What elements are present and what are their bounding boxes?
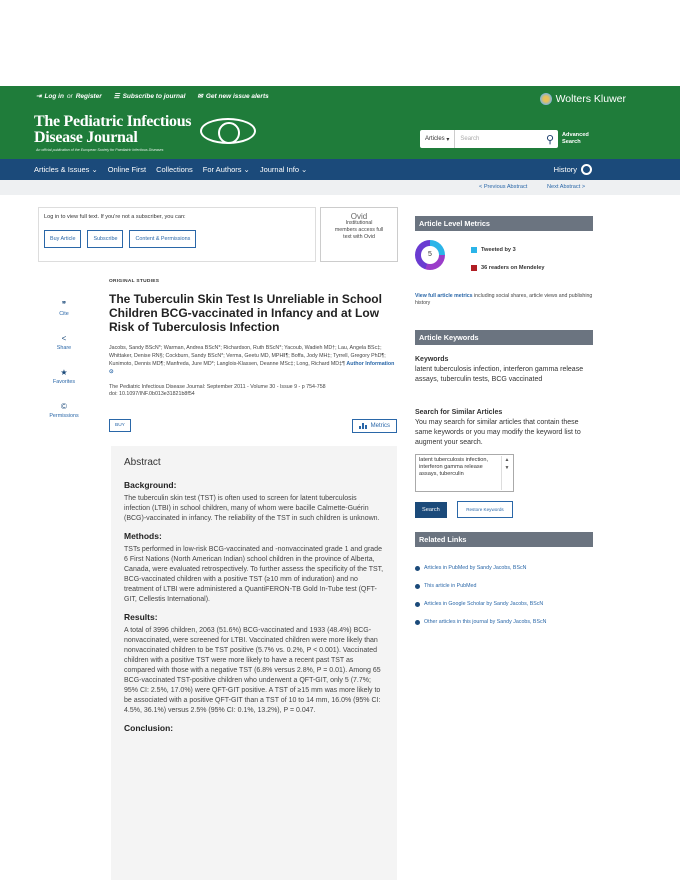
metrics-description: View full article metrics including social shares, article views and publishing history [415, 293, 593, 306]
caret-down-icon: ▾ [446, 136, 450, 143]
view-metrics-link[interactable]: View full article metrics [415, 293, 473, 299]
mendeley-row[interactable]: 36 readers on Mendeley [471, 265, 544, 271]
chevron-down-icon: ⌄ [91, 165, 98, 174]
related-link[interactable]: Articles in Google Scholar by Sandy Jacobs, BScN [415, 595, 593, 613]
related-link[interactable]: This article in PubMed [415, 577, 593, 595]
bar-chart-icon [359, 423, 367, 429]
scroll-down-icon: ▼ [504, 465, 510, 471]
keywords-textarea[interactable]: latent tuberculosis infection, interferon gamma release assays, tuberculin ▲ ▼ [415, 454, 514, 492]
similar-heading: Search for Similar Articles [415, 409, 503, 416]
login-icon: ⇥ [36, 93, 42, 100]
next-abstract-link[interactable]: Next Abstract > [547, 184, 586, 190]
twitter-square-icon [471, 247, 477, 253]
favorites-button[interactable]: ★ Favorites [49, 368, 79, 385]
author-list: Jacobs, Sandy BScN*; Warman, Andrea BScN*; Richardson, Ruth BScN*; Yacoub, Wadieh MD†; Lau, Angela BSc‡; Whittaker, Denise RN§; Cockburn, Sandy BScN*; Verma, Geetu MD, MPH‖¶; Boffa, Jody MH‡; Tyrrell, Gregory PhD¶; Kunimoto, Dennis MD¶; Manfreda, Jure MD*; Langlois-Klassen, Deanne MSc‡; Long, Richard MD‡¶ Author Information ⊙ [109, 345, 395, 375]
register-link[interactable]: Register [75, 92, 102, 100]
publisher-logo[interactable]: Wolters Kluwer [540, 93, 626, 105]
altmetric-badge-icon[interactable] [415, 240, 445, 270]
buy-article-button[interactable]: Buy Article [44, 230, 81, 248]
mendeley-square-icon [471, 265, 477, 271]
subscribe-link[interactable]: ☰ Subscribe to journal [113, 92, 186, 100]
related-links-panel [415, 532, 593, 631]
permissions-button[interactable]: © Permissions [49, 402, 79, 419]
article-category: ORIGINAL STUDIES [109, 279, 160, 284]
mail-icon: ✉ [197, 93, 203, 100]
nav-collections[interactable]: Collections [156, 165, 193, 174]
alerts-link[interactable]: ✉ Get new issue alerts [197, 92, 269, 100]
advanced-search-link[interactable]: Advanced Search [562, 132, 589, 145]
access-box [38, 207, 316, 262]
section-text: A total of 3996 children, 2063 (51.6%) BCG-vaccinated and 1933 (48.4%) BCG-nonvaccinated, were screened for LTBI. Vaccinated children were more likely than nonvaccinated children to be TST positive (5.7% vs. 0.2%, P < 0.001). Vaccinated children with a positive TST were more likely to have a recent past TST as compared with those with a negative TST (6.8% versus 2.8%, P = 0.01). Among 65 BCG-vaccinated TST-positive children who underwent a QFT-GIT, only 5 (7.7%; 95% CI: 2.5%, 17.0%) were QFT-GIT positive. A TST of ≥15 mm was more likely to be associated with a positive QFT-GIT than a TST of 10 to 14 mm, 16.0% (95% CI: 4.5%, 36.1%) versus 2.5% (95% CI: 0.1%, 13.2%), P = 0.047. [124, 627, 381, 714]
keywords-heading: Article Keywords [415, 330, 593, 345]
or-text: or [66, 92, 73, 100]
nav-online-first[interactable]: Online First [107, 165, 147, 174]
search-bar [420, 130, 558, 148]
share-button[interactable]: < Share [49, 334, 79, 351]
buy-button[interactable]: BUY [109, 419, 131, 432]
subscribe-button[interactable]: Subscribe [87, 230, 123, 248]
chevron-down-icon: ⌄ [243, 165, 250, 174]
section-heading: Conclusion: [124, 723, 174, 733]
similar-search-button[interactable]: Search [415, 502, 447, 518]
history-icon [581, 164, 592, 175]
nav-journal-info[interactable]: Journal Info ⌄ [259, 165, 308, 174]
star-icon: ★ [60, 368, 68, 377]
doi: doi: 10.1097/INF.0b013e31821b8f54 [109, 391, 195, 397]
keywords-text: latent tuberculosis infection, interferon gamma release assays, tuberculin tests, BCG vaccinated [415, 366, 584, 383]
section-text: The tuberculin skin test (TST) is often used to screen for latent tuberculosis infection (LTBI) in school children, many of whom were bacille Calmette-Guérin (BCG)-vaccinated in infancy. The reliability of the TST in such children is unknown. [124, 495, 380, 522]
section-heading: Results: [124, 612, 158, 622]
login-link[interactable]: ⇥ Log in or Register [36, 92, 102, 100]
author-information-link[interactable]: Author Information ⊙ [109, 361, 395, 375]
article-title: The Tuberculin Skin Test Is Unreliable in School Children BCG-vaccinated in Infancy and at Low Risk of Tuberculosis Infection [109, 292, 382, 334]
article-header [109, 279, 397, 429]
content-permissions-button[interactable]: Content & Permissions [129, 230, 196, 248]
ovid-access-box[interactable]: Ovid Institutional members access full text with Ovid [320, 207, 398, 262]
section-heading: Methods: [124, 531, 162, 541]
bullet-icon [415, 566, 420, 571]
metrics-heading: Article Level Metrics [415, 216, 593, 231]
restore-keywords-button[interactable]: Restore Keywords [457, 501, 513, 518]
bullet-icon [415, 620, 420, 625]
abstract-pager [0, 180, 680, 195]
metrics-panel [415, 216, 593, 316]
journal-title-line2: Disease Journal [34, 129, 138, 146]
nav-articles-issues[interactable]: Articles & Issues ⌄ [34, 165, 98, 174]
access-text: Log in to view full text. If you're not a subscriber, you can: [44, 214, 186, 220]
altmetric-score: 5 [421, 246, 439, 264]
scroll-up-icon: ▲ [504, 457, 510, 463]
similar-search-panel [415, 408, 593, 518]
search-icon[interactable]: ⚲ [545, 133, 555, 146]
journal-emblem-icon [200, 118, 256, 144]
quote-icon: ❞ [61, 300, 67, 309]
tweets-row[interactable]: Tweeted by 3 [471, 247, 516, 253]
abstract-panel [111, 446, 397, 880]
metrics-button[interactable]: Metrics [352, 419, 397, 433]
search-scope-select[interactable]: Articles ▾ [420, 130, 455, 148]
wolters-kluwer-icon [540, 93, 552, 105]
similar-text: You may search for similar articles that contain these same keywords or you may modify the keyword list to augment your search. [415, 419, 581, 446]
previous-abstract-link[interactable]: < Previous Abstract [479, 184, 528, 190]
journal-subtitle: An official publication of the European Society for Paediatric Infectious Diseases [36, 148, 164, 152]
top-links [36, 92, 269, 100]
history-button[interactable]: History [554, 164, 592, 175]
cite-button[interactable]: ❞ Cite [49, 300, 79, 317]
keywords-block [415, 355, 593, 385]
chevron-down-icon: ⌄ [301, 165, 308, 174]
abstract-heading: Abstract [124, 457, 161, 468]
bullet-icon [415, 602, 420, 607]
related-heading: Related Links [415, 532, 593, 547]
nav-for-authors[interactable]: For Authors ⌄ [202, 165, 250, 174]
keywords-label: Keywords [415, 356, 449, 363]
site-header [0, 86, 680, 159]
copyright-icon: © [61, 402, 67, 411]
ovid-logo: Ovid [350, 212, 368, 221]
journal-logo[interactable] [34, 114, 191, 146]
journal-title-line1: The Pediatric Infectious [34, 113, 192, 130]
main-nav [0, 159, 680, 180]
keywords-panel [415, 330, 593, 385]
search-input[interactable]: Search [460, 136, 480, 142]
section-text: TSTs performed in low-risk BCG-vaccinated and -nonvaccinated grade 1 and grade 6 First Nations (North American Indian) school children in the province of Alberta, Canada, were evaluated retrospectively. To further assess the specificity of the TST, BCG-vaccinated children with a positive TST (≥10 mm of induration) and no treatment of LTBI were administered a QuantiFERON-TB Gold In-Tube test (QFT-GIT, Cellestis International). [124, 546, 384, 603]
section-heading: Background: [124, 480, 177, 490]
journal-citation: The Pediatric Infectious Disease Journal: September 2011 - Volume 30 - Issue 9 - p 754-758 doi: 10.1097/INF.0b013e31821b8f54 [109, 384, 397, 398]
similar-block [415, 408, 593, 448]
share-icon: < [61, 334, 67, 343]
list-icon: ☰ [113, 93, 120, 100]
chevron-down-icon: ⊙ [109, 369, 114, 375]
bullet-icon [415, 584, 420, 589]
related-link[interactable]: Other articles in this journal by Sandy Jacobs, BScN [415, 613, 593, 631]
related-link[interactable]: Articles in PubMed by Sandy Jacobs, BScN [415, 559, 593, 577]
textarea-scrollbar[interactable] [501, 456, 512, 490]
